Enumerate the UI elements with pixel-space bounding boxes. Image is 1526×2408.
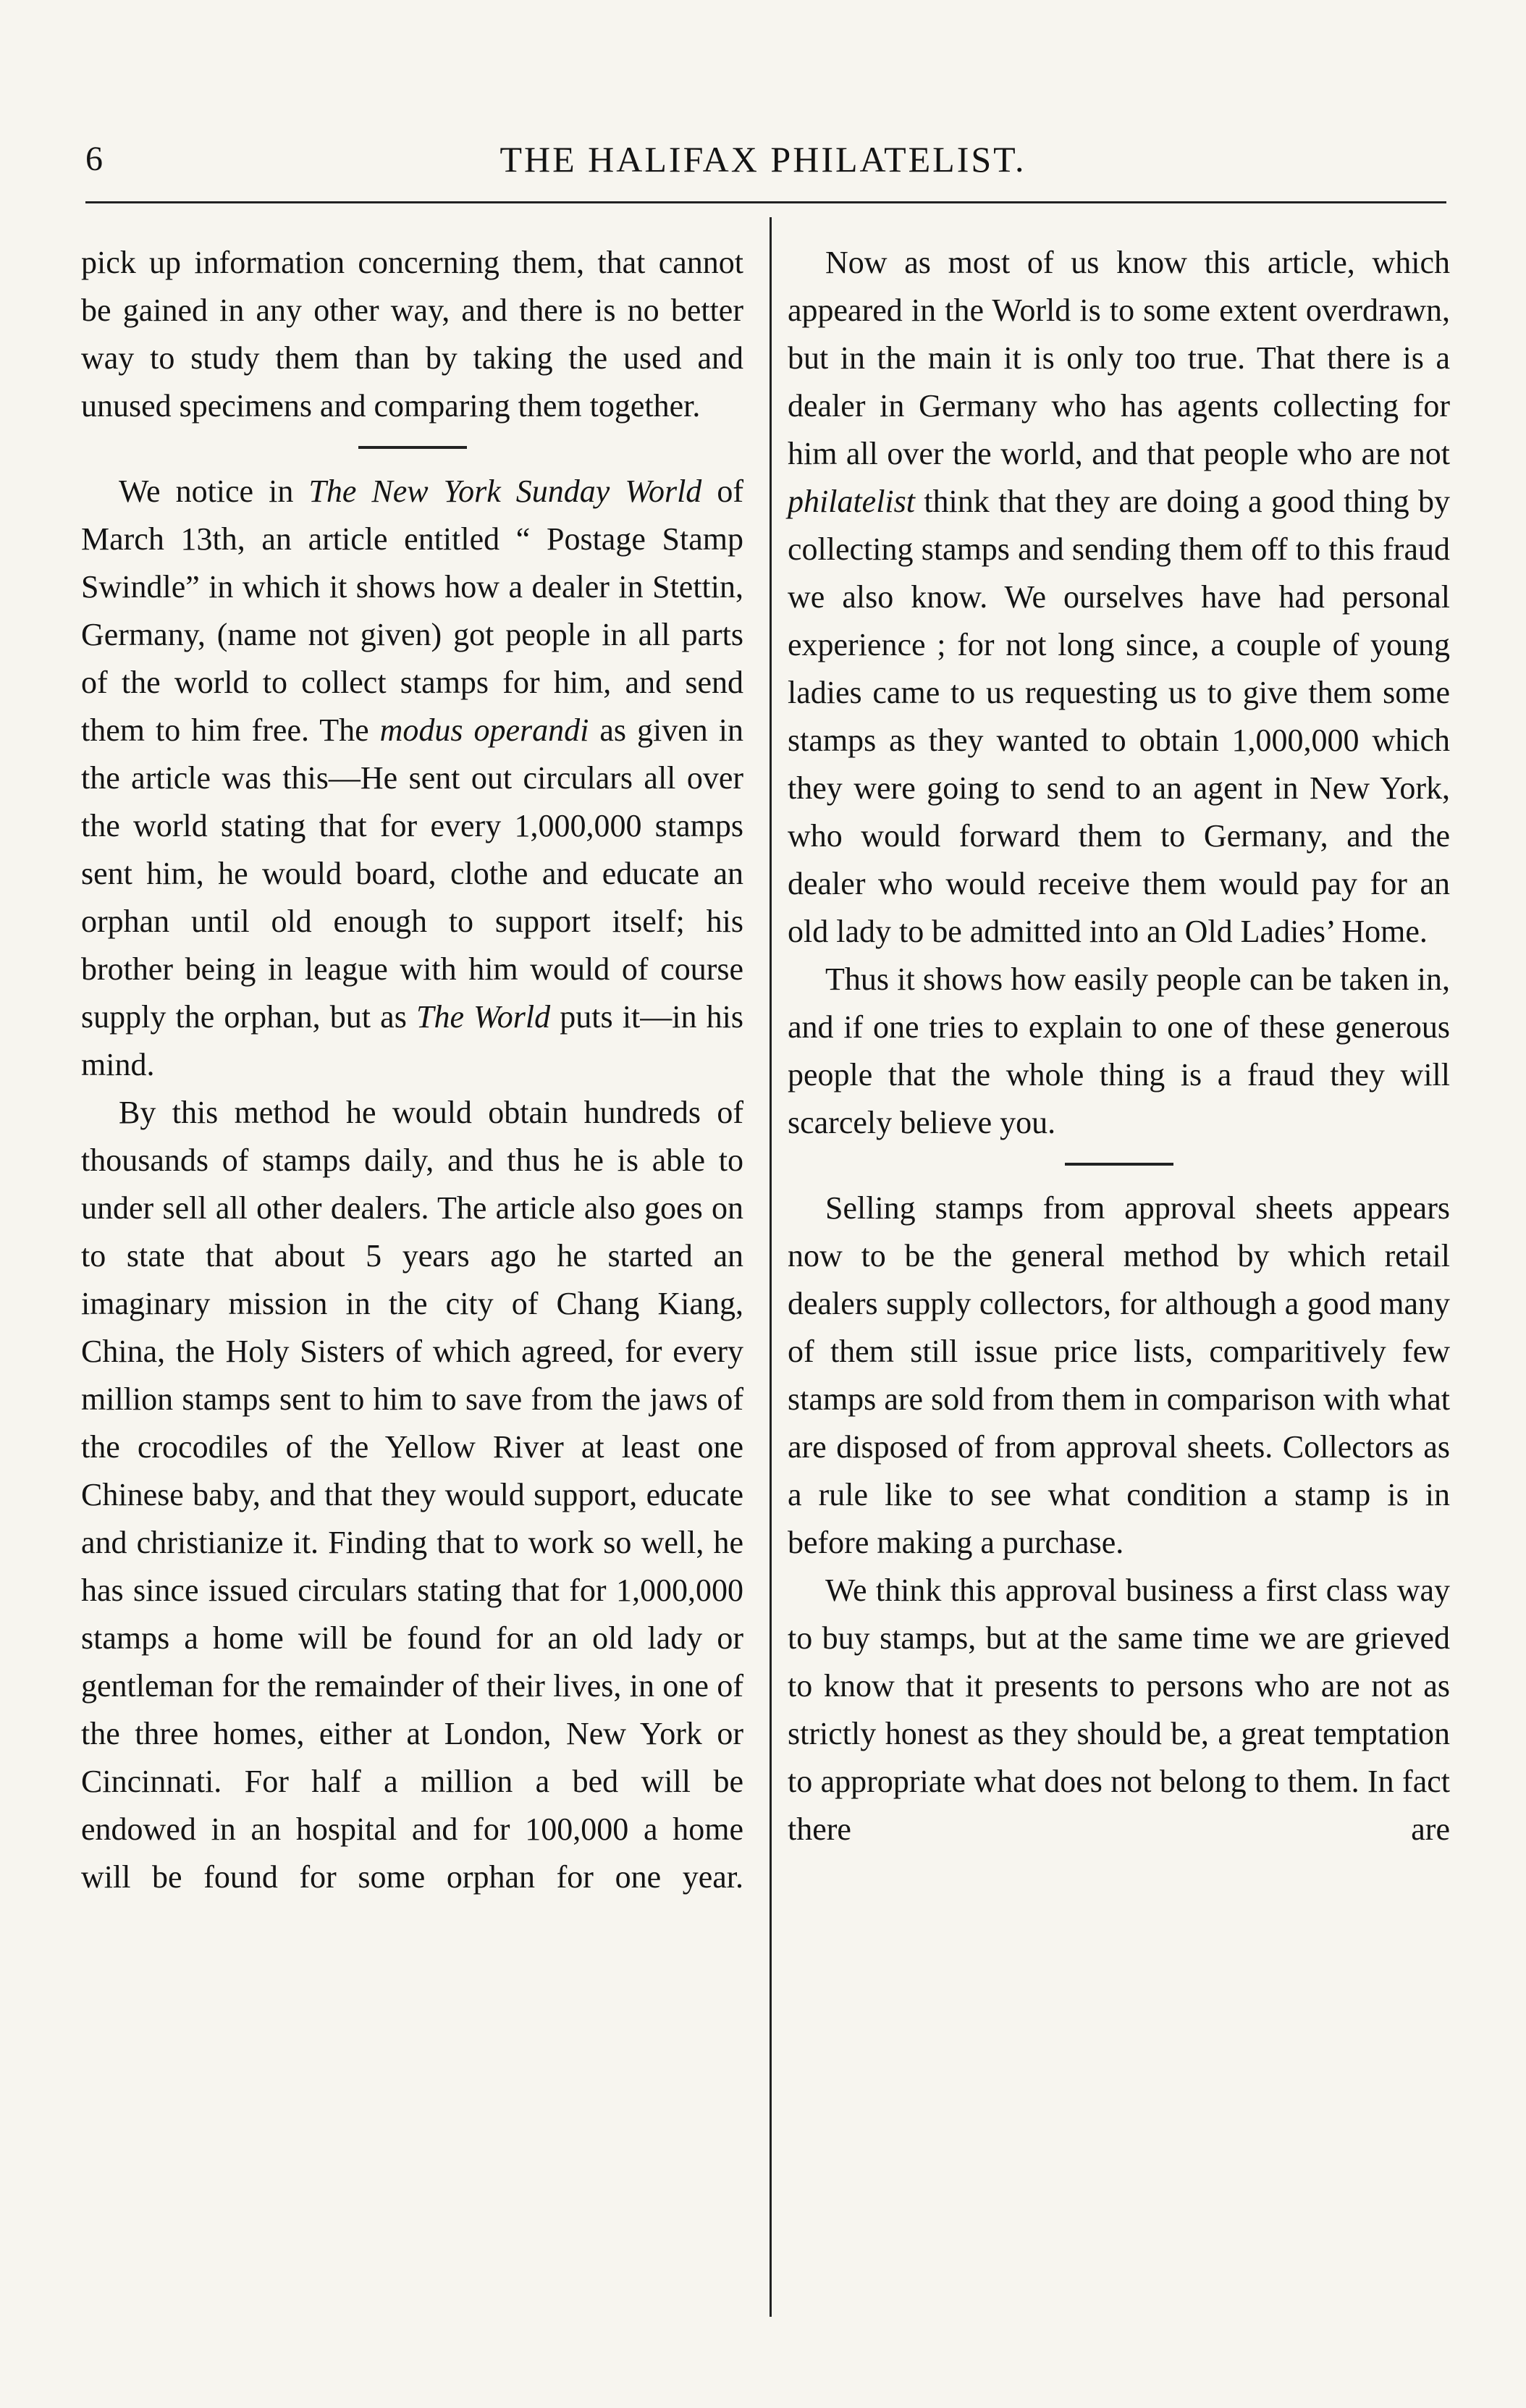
italic-modus-operandi: modus operandi: [379, 712, 589, 748]
text-run: think that they are doing a good thing by collecting stamps and sending them off to this fraud we also know. We ourselves have had personal experience ; for not long since, a couple of young ladies came to us requesting us to give them some stamps as they wanted to obtain 1,000,000 which they were going to send to an agent in New York, who would forward them to Germany, and the dealer who would receive them would pay for an old lady to be admitted into an Old Ladies’ Home.: [788, 484, 1450, 949]
text-run: as given in the article was this—He sent out circulars all over the world stating that for every 1,000,000 stamps sent him, he would board, clothe and educate an orphan until old enough to support itself; his brother being in league with him would of course supply the orphan, but as: [81, 712, 743, 1035]
text-run: Now as most of us know this article, which appeared in the World is to some extent overdrawn, but in the main it is only too true. That there is a dealer in Germany who has agents collecting for him all over the world, and that people who are not: [788, 245, 1450, 471]
paragraph-postage-stamp-swindle: [81, 468, 743, 1089]
italic-newspaper-title: The New York Sunday World: [308, 473, 702, 509]
text-run: We notice in: [119, 473, 309, 509]
header-rule: [85, 201, 1446, 203]
italic-the-world: The World: [416, 999, 551, 1035]
paragraph-article-overdrawn: [788, 239, 1450, 956]
text-run: of March 13th, an article entitled “ Postage Stamp Swindle” in which it shows how a dealer in Stettin, Germany, (name not given) got people in all parts of the world to collect stamps for him, and send them to him free. The: [81, 473, 743, 748]
paragraph-easily-taken-in: Thus it shows how easily people can be taken in, and if one tries to explain to one of these generous people that the whole thing is a fraud they will scarcely believe you.: [788, 961, 1450, 1140]
paragraph-approval-sheets: Selling stamps from approval sheets appears now to be the general method by which retail dealers supply collectors, for although a good many of them still issue price lists, comparitively few stamps are sold from them in comparison with what are disposed of from approval sheets. Collectors as a rule like to see what condition a stamp is in before making a purchase.: [788, 1190, 1450, 1560]
running-title: THE HALIFAX PHILATELIST.: [499, 139, 1027, 180]
page-number: 6: [85, 140, 103, 178]
right-column: [788, 239, 1450, 1853]
section-divider-rule: [358, 446, 467, 449]
section-divider-rule: [1065, 1163, 1173, 1166]
paragraph-approval-business: We think this approval business a first class way to buy stamps, but at the same time we are grieved to know that it presents to persons who are not as strictly honest as they should be, a great temptation to appropriate what does not belong to them. In fact there are: [788, 1573, 1450, 1847]
left-column: [81, 239, 743, 1901]
page-header: [0, 130, 1526, 188]
column-divider: [770, 217, 772, 2317]
text-run: puts it—in his mind.: [81, 999, 744, 1082]
paragraph-study-specimens: pick up information concerning them, that cannot be gained in any other way, and there is no better way to study them than by taking the used and unused specimens and comparing them together.: [81, 245, 743, 424]
paragraph-method: By this method he would obtain hundreds of thousands of stamps daily, and thus he is able to under sell all other dealers. The article also goes on to state that about 5 years ago he started an imaginary mission in the city of Chang Kiang, China, the Holy Sisters of which agreed, for every million stamps sent to him to save from the jaws of the crocodiles of the Yellow River at least one Chinese baby, and that they would support, educate and christianize it. Finding that to work so well, he has since issued circulars stating that for 1,000,000 stamps a home will be found for an old lady or gentleman for the remainder of their lives, in one of the three homes, either at London, New York or Cincinnati. For half a million a bed will be endowed in an hospital and for 100,000 a home will be found for some orphan for one year.: [81, 1095, 743, 1895]
italic-philatelist: philatelist: [788, 484, 915, 519]
